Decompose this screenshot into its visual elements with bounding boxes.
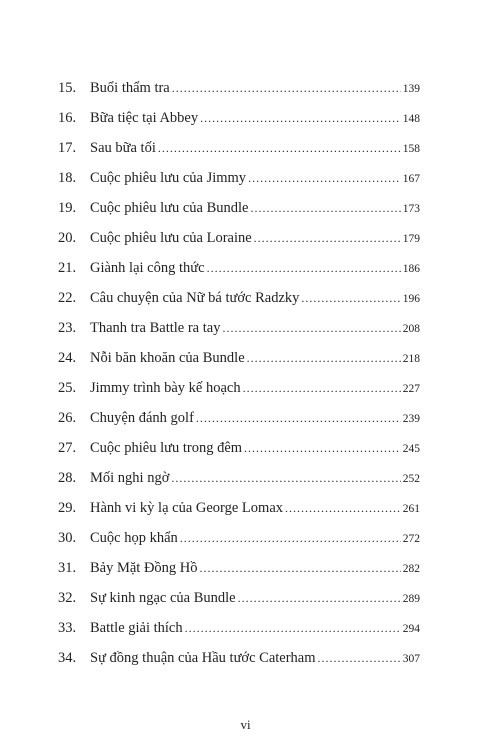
chapter-number: 22.	[58, 290, 77, 306]
dot-leader	[185, 618, 401, 638]
page-number: 158	[402, 143, 420, 155]
chapter-number: 27.	[58, 440, 77, 456]
chapter-number: 28.	[58, 470, 77, 486]
page-number: 179	[402, 233, 420, 245]
chapter-title: Nỗi băn khoăn của Bundle	[90, 350, 245, 366]
chapter-title: Bữa tiệc tại Abbey	[90, 110, 199, 126]
chapter-title: Buổi thẩm tra	[90, 80, 170, 96]
page-number: 282	[402, 563, 420, 575]
chapter-number: 21.	[58, 260, 77, 276]
page-number: 272	[402, 533, 420, 545]
dot-leader	[207, 258, 401, 278]
toc-entry-32[interactable]	[58, 588, 420, 618]
chapter-number: 24.	[58, 350, 77, 366]
chapter-number: 30.	[58, 530, 77, 546]
toc-entry-30[interactable]	[58, 528, 420, 558]
dot-leader	[243, 378, 401, 398]
dot-leader	[318, 648, 401, 668]
toc-entry-28[interactable]	[58, 468, 420, 498]
toc-entry-27[interactable]	[58, 438, 420, 468]
dot-leader	[247, 348, 401, 368]
dot-leader	[238, 588, 401, 608]
page-number: 227	[402, 383, 420, 395]
chapter-title: Battle giải thích	[90, 620, 183, 636]
page-number: 167	[402, 173, 420, 185]
chapter-title: Cuộc phiêu lưu của Jimmy	[90, 170, 247, 186]
chapter-title: Sự kinh ngạc của Bundle	[90, 590, 236, 606]
chapter-number: 16.	[58, 110, 77, 126]
dot-leader	[222, 318, 400, 338]
chapter-title: Cuộc phiêu lưu của Loraine	[90, 230, 252, 246]
chapter-number: 20.	[58, 230, 77, 246]
dot-leader	[254, 228, 401, 248]
page-folio: vi	[240, 717, 251, 732]
toc-entry-24[interactable]	[58, 348, 420, 378]
page-number: 294	[402, 623, 420, 635]
toc-entry-23[interactable]	[58, 318, 420, 348]
chapter-title: Bảy Mặt Đồng Hồ	[90, 560, 198, 576]
table-of-contents	[58, 78, 420, 678]
chapter-number: 32.	[58, 590, 77, 606]
page-number: 148	[402, 113, 420, 125]
page-number: 307	[402, 653, 420, 665]
chapter-number: 17.	[58, 140, 77, 156]
chapter-number: 15.	[58, 80, 77, 96]
chapter-number: 34.	[58, 650, 77, 666]
dot-leader	[301, 288, 400, 308]
toc-entry-18[interactable]	[58, 168, 420, 198]
chapter-title: Cuộc phiêu lưu của Bundle	[90, 200, 249, 216]
toc-entry-31[interactable]	[58, 558, 420, 588]
page-number: 186	[402, 263, 420, 275]
chapter-number: 23.	[58, 320, 77, 336]
chapter-title: Câu chuyện của Nữ bá tước Radzky	[90, 290, 300, 306]
page-number: 289	[402, 593, 420, 605]
toc-entry-17[interactable]	[58, 138, 420, 168]
dot-leader	[196, 408, 401, 428]
page-number: 239	[402, 413, 420, 425]
toc-entry-33[interactable]	[58, 618, 420, 648]
chapter-number: 29.	[58, 500, 77, 516]
dot-leader	[285, 498, 401, 518]
toc-entry-15[interactable]	[58, 78, 420, 108]
toc-entry-19[interactable]	[58, 198, 420, 228]
chapter-number: 26.	[58, 410, 77, 426]
page-number: 173	[402, 203, 420, 215]
dot-leader	[250, 198, 400, 218]
page-number: 218	[402, 353, 420, 365]
chapter-number: 19.	[58, 200, 77, 216]
page-number: 208	[402, 323, 420, 335]
chapter-number: 31.	[58, 560, 77, 576]
chapter-title: Sau bữa tối	[90, 140, 156, 156]
page-number: 139	[402, 83, 420, 95]
toc-entry-34[interactable]	[58, 648, 420, 678]
toc-entry-25[interactable]	[58, 378, 420, 408]
dot-leader	[244, 438, 401, 458]
chapter-title: Chuyện đánh golf	[90, 410, 194, 426]
chapter-title: Sự đồng thuận của Hầu tước Caterham	[90, 650, 316, 666]
dot-leader	[200, 558, 401, 578]
page-number: 252	[402, 473, 420, 485]
dot-leader	[171, 468, 400, 488]
chapter-title: Giành lại công thức	[90, 260, 205, 276]
chapter-title: Cuộc họp khẩn	[90, 530, 178, 546]
chapter-title: Hành vi kỳ lạ của George Lomax	[90, 500, 284, 516]
chapter-number: 33.	[58, 620, 77, 636]
toc-entry-29[interactable]	[58, 498, 420, 528]
dot-leader	[200, 108, 401, 128]
chapter-title: Thanh tra Battle ra tay	[90, 320, 221, 336]
chapter-title: Mối nghi ngờ	[90, 470, 170, 486]
chapter-number: 18.	[58, 170, 77, 186]
toc-entry-20[interactable]	[58, 228, 420, 258]
page-number: 261	[402, 503, 420, 515]
page-number: 245	[402, 443, 420, 455]
toc-entry-22[interactable]	[58, 288, 420, 318]
dot-leader	[172, 78, 401, 98]
page-number: 196	[402, 293, 420, 305]
toc-entry-26[interactable]	[58, 408, 420, 438]
chapter-title: Cuộc phiêu lưu trong đêm	[90, 440, 243, 456]
chapter-title: Jimmy trình bày kế hoạch	[90, 380, 241, 396]
toc-entry-16[interactable]	[58, 108, 420, 138]
dot-leader	[158, 138, 401, 158]
toc-entry-21[interactable]	[58, 258, 420, 288]
dot-leader	[248, 168, 401, 188]
chapter-number: 25.	[58, 380, 77, 396]
dot-leader	[180, 528, 401, 548]
